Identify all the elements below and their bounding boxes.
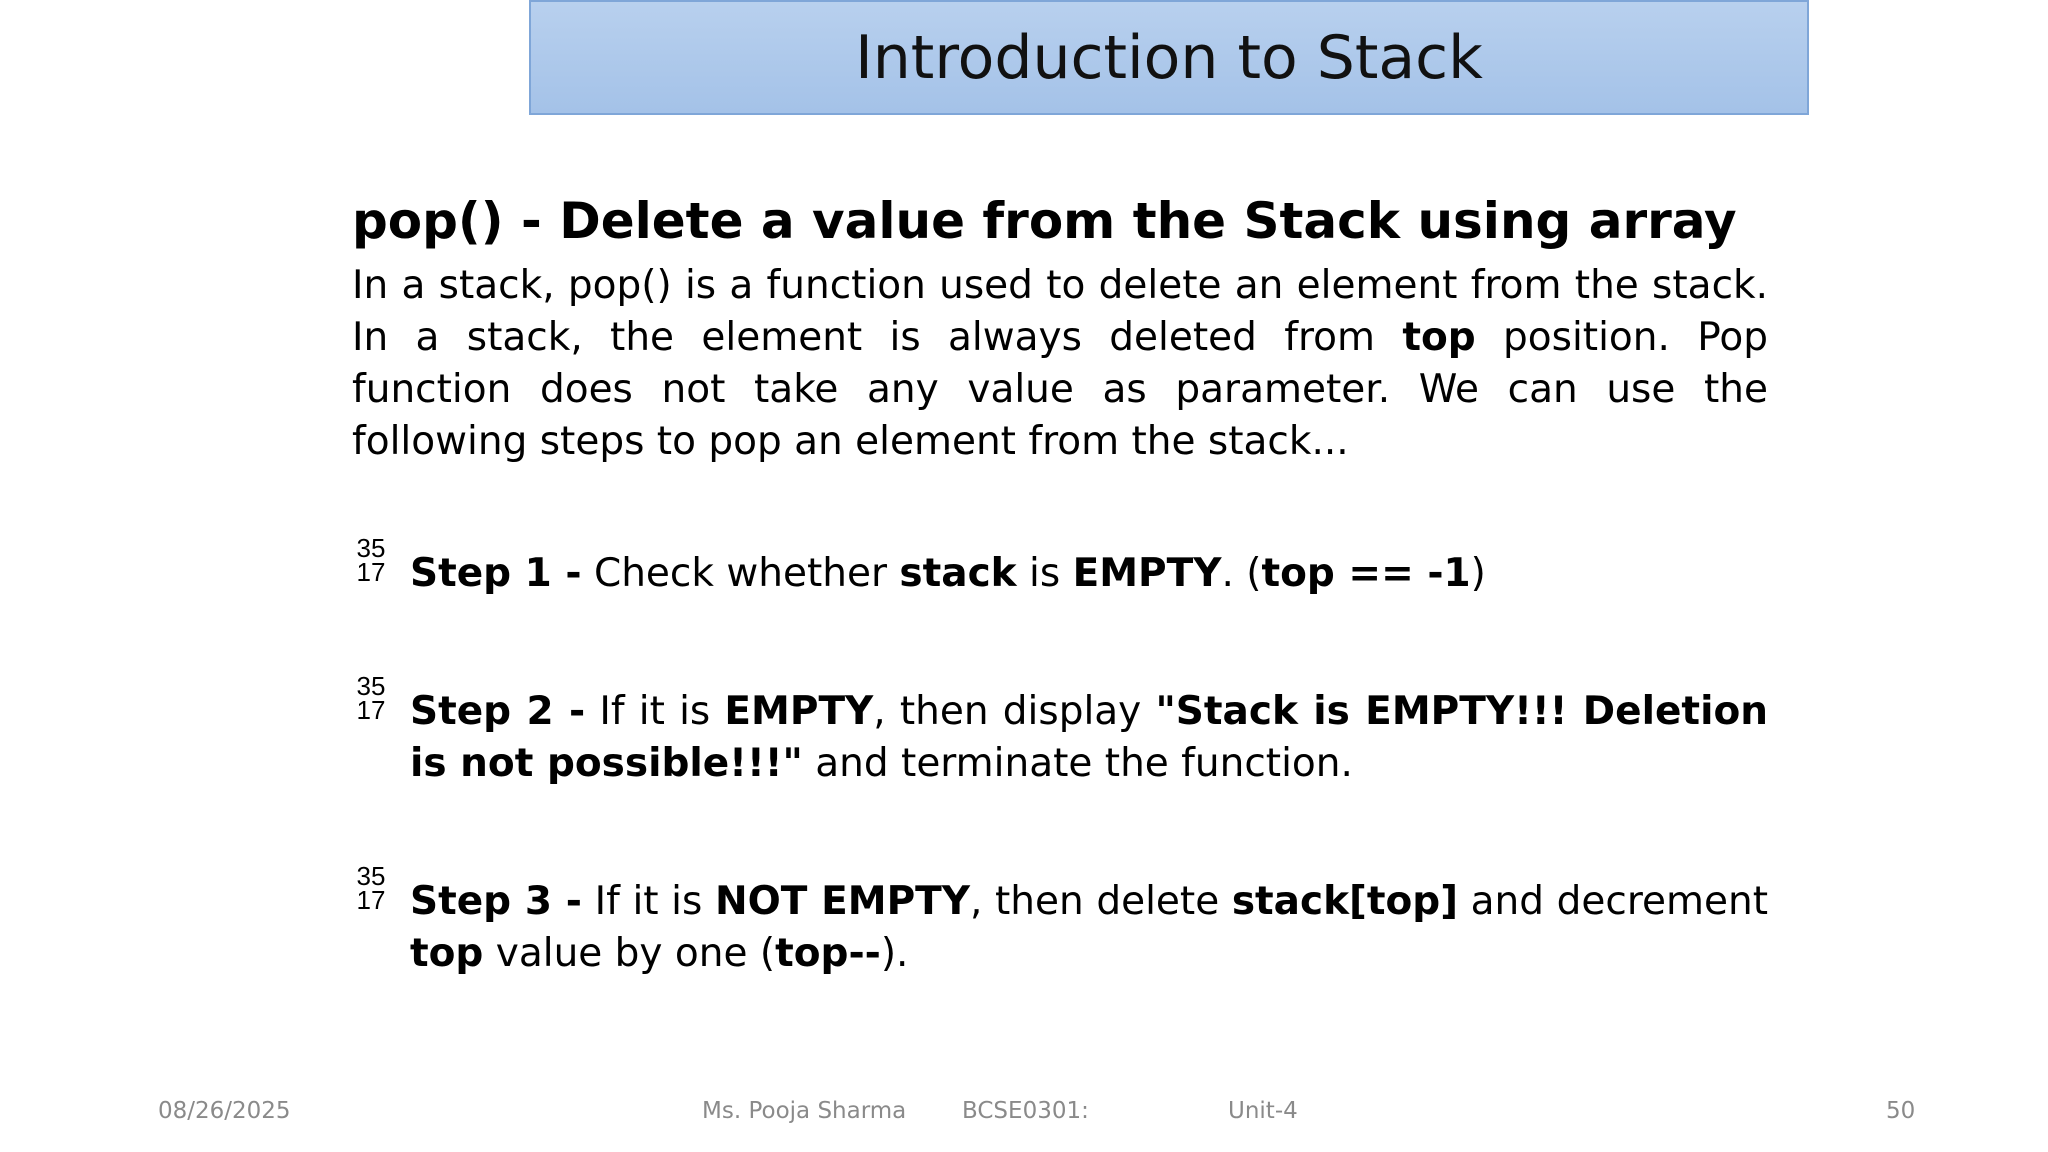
footer-author: Ms. Pooja Sharma [702, 1098, 907, 1124]
intro-paragraph [352, 260, 1768, 468]
footer-unit: Unit-4 [1228, 1098, 1298, 1124]
step-label: Step 1 - [410, 551, 582, 596]
title-banner [529, 0, 1809, 115]
step-1: 35 17 Step 1 - Check whether stack is EMPTY. (top == -1) [352, 548, 1768, 600]
footer-date: 08/26/2025 [158, 1098, 291, 1124]
bullet-marker-icon: 35 17 [356, 533, 386, 587]
intro-text-1: In a stack, pop() is a function used to delete an element from the stack. In a stack, the element is always deleted from [352, 263, 1768, 360]
step-label: Step 3 - [410, 879, 582, 924]
footer-course-code: BCSE0301: [962, 1098, 1089, 1124]
bullet-marker-icon: 35 17 [356, 861, 386, 915]
section-heading: pop() - Delete a value from the Stack using array [352, 192, 1737, 250]
intro-bold-top: top [1402, 315, 1476, 360]
step-2: 35 17 Step 2 - If it is EMPTY, then display "Stack is EMPTY!!! Deletion is not possible!!!" and terminate the function. [352, 686, 1768, 790]
slide-content [352, 190, 1768, 980]
step-3: 35 17 Step 3 - If it is NOT EMPTY, then delete stack[top] and decrement top value by one (top--). [352, 876, 1768, 980]
slide-title: Introduction to Stack [855, 22, 1483, 93]
step-label: Step 2 - [410, 689, 586, 734]
bullet-marker-icon: 35 17 [356, 671, 386, 725]
footer-page-number: 50 [1886, 1098, 1916, 1124]
intro-text-2: position. Pop function does not take any value as parameter. We can use the following steps to pop an element from the stack... [352, 315, 1768, 464]
